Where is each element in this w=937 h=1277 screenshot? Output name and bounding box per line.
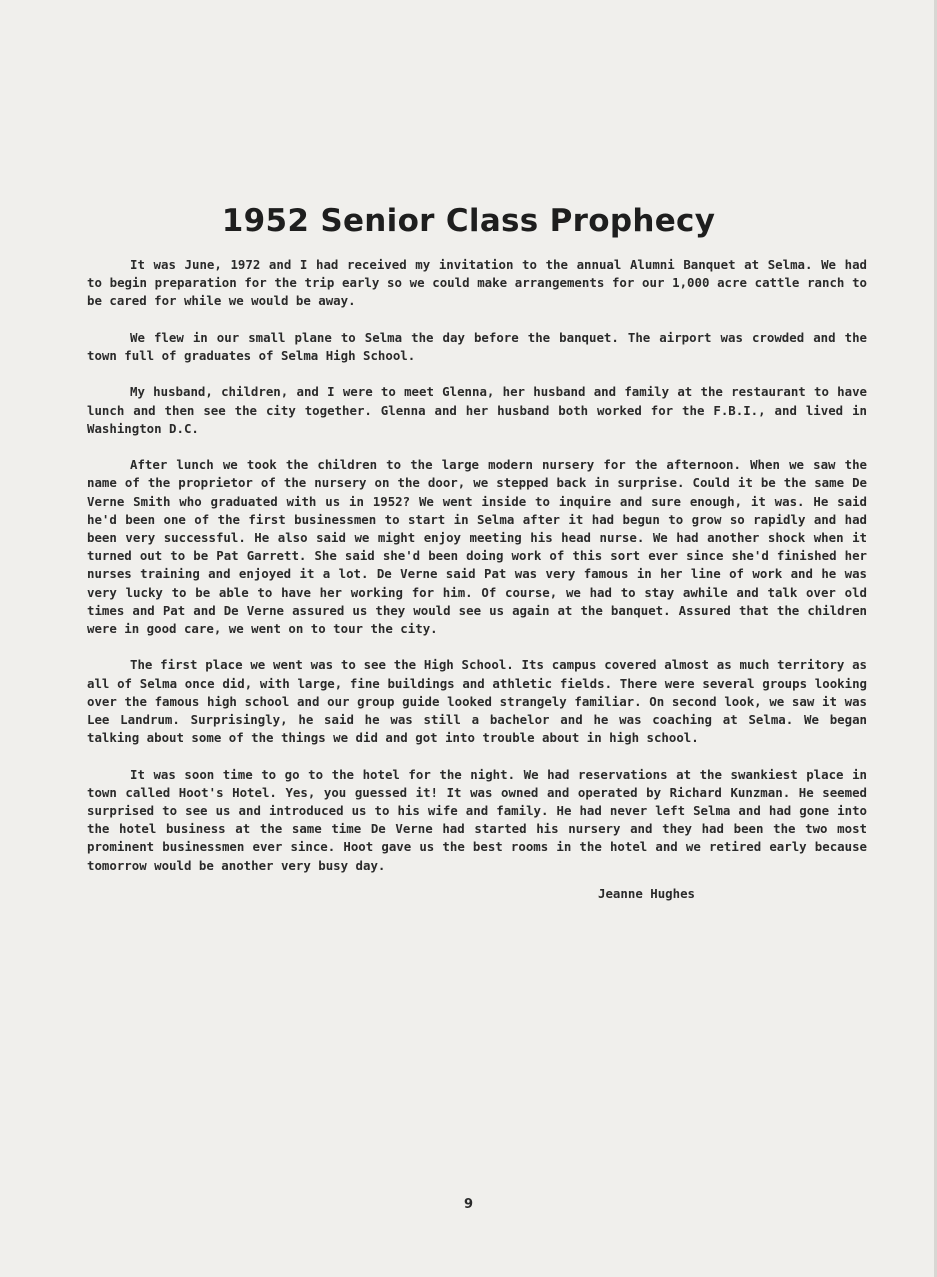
paragraph-2: We flew in our small plane to Selma the day before the banquet. The airport was crowded and the town full of graduates of Selma High School.: [87, 329, 867, 363]
paragraph-6: It was soon time to go to the hotel for the night. We had reservations at the swankiest place in town called Hoot's Hotel. Yes, you guessed it! It was owned and operated by Richard Kunzman. He seemed surprised to see us and introduced us to his wife and family. He had never left Selma and had gone into the hotel business at the same time De Verne had started his nursery and they had been the two most prominent businessmen ever since. Hoot gave us the best rooms in the hotel and we retired early because tomorrow would be another very busy day.: [87, 766, 867, 873]
page-number: 9: [463, 1197, 474, 1212]
author-signature: Jeanne Hughes: [598, 886, 695, 902]
paragraph-1: It was June, 1972 and I had received my invitation to the annual Alumni Banquet at Selma. We had to begin preparation for the trip early so we could make arrangements for our 1,000 acre cattle ranch to be cared for while we would be away.: [87, 257, 867, 309]
paragraph-4: After lunch we took the children to the large modern nursery for the afternoon. When we saw the name of the proprietor of the nursery on the door, we stepped back in surprise. Could it be the same De Verne Smith who graduated with us in 1952? We went inside to inquire and sure enough, it was. He said he'd been one of the first businessmen to start in Selma after it had begun to grow so rapidly and had been very successful. He also said we might enjoy meeting his head nurse. We had another shock when it turned out to be Pat Garrett. She said she'd been doing work of this sort ever since she'd finished her nurses training and enjoyed it a lot. De Verne said Pat was very famous in her line of work and he was very lucky to be able to have her working for him. Of course, we had to stay awhile and talk over old times and Pat and De Verne assured us they would see us again at the banquet. Assured that the children were in good care, we went on to tour the city.: [87, 457, 867, 637]
article-body: [87, 256, 867, 903]
paragraph-5: The first place we went was to see the High School. Its campus covered almost as much territory as all of Selma once did, with large, fine buildings and athletic fields. There were several groups looking over the famous high school and our group guide looked strangely familiar. On second look, we saw it was Lee Landrum. Surprisingly, he said he was still a bachelor and he was coaching at Selma. We began talking about some of the things we did and got into trouble about in high school.: [87, 657, 867, 746]
page-title: 1952 Senior Class Prophecy: [221, 203, 716, 239]
paragraph-3: My husband, children, and I were to meet Glenna, her husband and family at the restaurant to have lunch and then see the city together. Glenna and her husband both worked for the F.B.I., and lived in Washington D.C.: [87, 384, 867, 436]
